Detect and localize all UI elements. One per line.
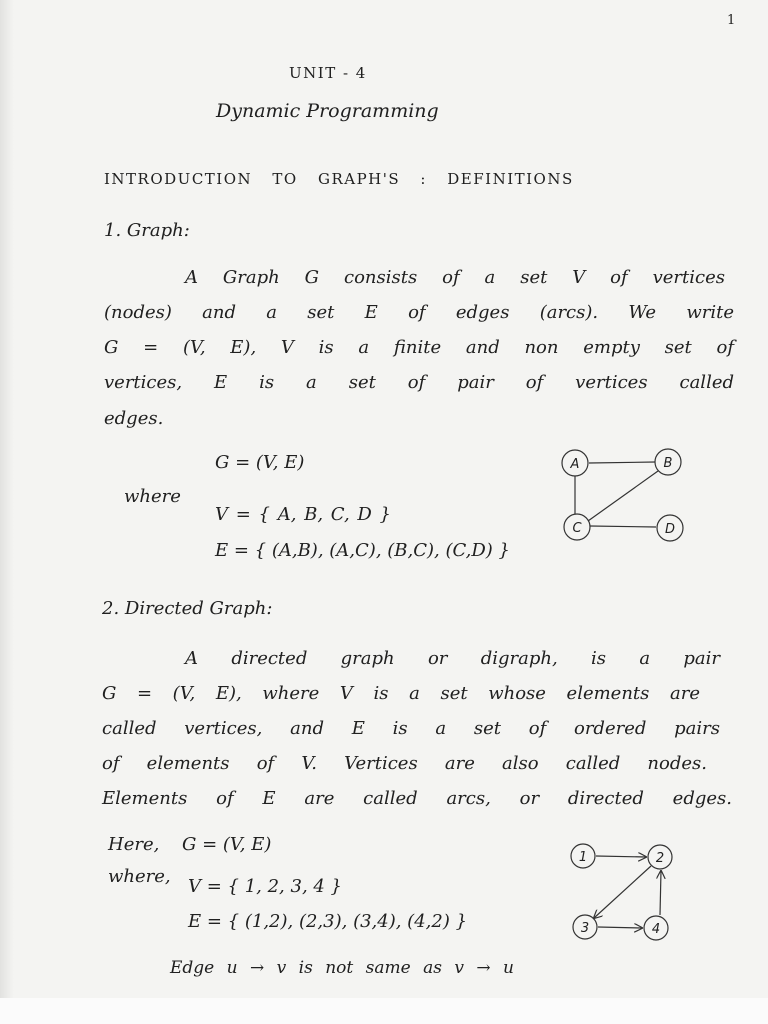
digraph-definition-line-4: of elements of V. Vertices are also called nodes. xyxy=(102,753,707,774)
graph-where-label: where xyxy=(124,486,181,507)
page-number: 1 xyxy=(727,13,736,28)
unit-label: UNIT - 4 xyxy=(289,64,367,82)
graph-definition-line-1: A Graph G consists of a set V of vertices xyxy=(185,267,725,288)
graph-equation-g: G = (V, E) xyxy=(215,452,305,473)
edge-c-d xyxy=(590,526,656,527)
digraph-definition-line-1: A directed graph or digraph, is a pair xyxy=(185,648,720,669)
digraph-definition-line-5: Elements of E are called arcs, or directed edges. xyxy=(102,788,732,809)
edge-b-c xyxy=(588,471,658,521)
node-1-label: 1 xyxy=(578,850,588,865)
digraph-here-label: Here, xyxy=(108,834,160,855)
node-c xyxy=(564,514,590,540)
digraph-equation-v: V = { 1, 2, 3, 4 } xyxy=(188,876,343,897)
arc-3-4 xyxy=(598,927,642,928)
node-2 xyxy=(648,845,672,869)
node-2-label: 2 xyxy=(655,851,665,866)
node-b-label: B xyxy=(663,456,673,471)
digraph-equation-e: E = { (1,2), (2,3), (3,4), (4,2) } xyxy=(188,911,468,932)
graph-definition-line-4: vertices, E is a set of pair of vertices called xyxy=(104,372,734,393)
graph-equation-e: E = { (A,B), (A,C), (B,C), (C,D) } xyxy=(215,540,510,561)
graph-definition-line-5: edges. xyxy=(104,408,164,429)
graph-heading: 1. Graph: xyxy=(104,220,190,241)
node-3 xyxy=(573,915,597,939)
node-b xyxy=(655,449,681,475)
digraph-definition-line-2: G = (V, E), where V is a set whose elements are xyxy=(102,683,700,704)
node-4 xyxy=(644,916,668,940)
undirected-graph-diagram xyxy=(550,440,700,560)
node-d-label: D xyxy=(664,522,676,537)
directed-graph-heading: 2. Directed Graph: xyxy=(102,598,273,619)
graph-equation-v: V = { A, B, C, D } xyxy=(215,504,391,525)
directed-graph-diagram xyxy=(560,838,700,948)
graph-definition-line-2: (nodes) and a set E of edges (arcs). We write xyxy=(104,302,734,323)
page-bottom-margin xyxy=(0,998,768,1024)
arc-1-2 xyxy=(596,856,646,857)
digraph-equation-g: G = (V, E) xyxy=(182,834,272,855)
node-a xyxy=(562,450,588,476)
page-title: Dynamic Programming xyxy=(216,100,439,122)
node-3-label: 3 xyxy=(580,921,590,936)
node-c-label: C xyxy=(572,521,582,536)
digraph-definition-line-3: called vertices, and E is a set of ordered pairs xyxy=(102,718,720,739)
graph-definition-line-3: G = (V, E), V is a finite and non empty set of xyxy=(104,337,734,358)
node-4-label: 4 xyxy=(651,922,661,937)
digraph-where-label: where, xyxy=(108,866,171,887)
edge-a-b xyxy=(589,462,655,463)
arc-4-2 xyxy=(660,871,661,915)
section-heading: INTRODUCTION TO GRAPH'S : DEFINITIONS xyxy=(104,170,574,188)
page-edge-shadow xyxy=(0,0,14,1024)
node-1 xyxy=(571,844,595,868)
node-a-label: A xyxy=(570,457,580,472)
node-d xyxy=(657,515,683,541)
arc-2-3 xyxy=(594,866,651,918)
edge-direction-note: Edge u → v is not same as v → u xyxy=(170,958,514,978)
